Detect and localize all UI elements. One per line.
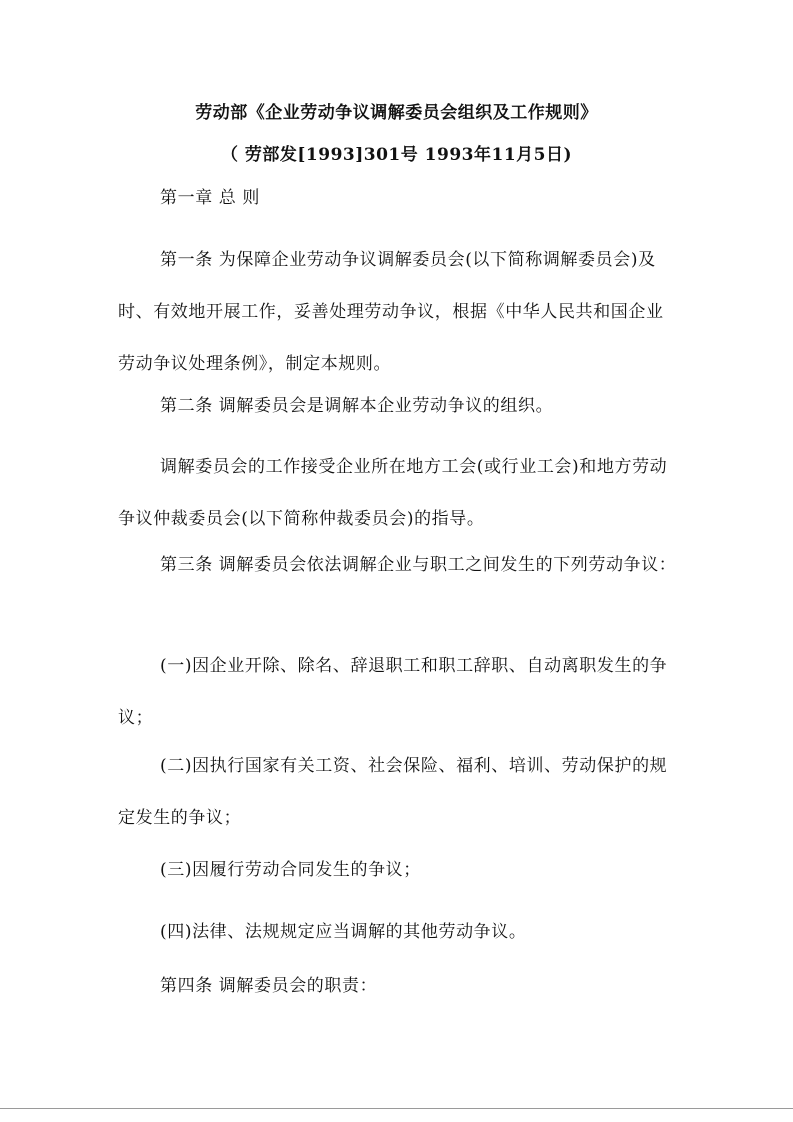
article-2-para-2: 调解委员会的工作接受企业所在地方工会(或行业工会)和地方劳动争议仲裁委员会(以下简称仲裁委员会)的指导。	[118, 457, 668, 529]
article-3-item-2: (二)因执行国家有关工资、社会保险、福利、培训、劳动保护的规定发生的争议；	[118, 756, 668, 828]
article-3-item-3: (三)因履行劳动合同发生的争议；	[160, 860, 421, 880]
article-2: 第二条 调解委员会是调解本企业劳动争议的组织。	[160, 396, 554, 416]
article-3-item-1: (一)因企业开除、除名、辞退职工和职工辞职、自动离职发生的争议；	[118, 656, 668, 728]
article-3: 第三条 调解委员会依法调解企业与职工之间发生的下列劳动争议：	[160, 555, 677, 575]
document-subtitle: （ 劳部发[1993]301号 1993年11月5日)	[220, 145, 573, 165]
page-bottom-rule	[0, 1108, 793, 1109]
article-4: 第四条 调解委员会的职责：	[160, 976, 378, 996]
document-title: 劳动部《企业劳动争议调解委员会组织及工作规则》	[195, 103, 598, 123]
chapter-heading: 第一章 总 则	[160, 188, 261, 208]
article-1: 第一条 为保障企业劳动争议调解委员会(以下简称调解委员会)及时、有效地开展工作，妥善处理劳动争议，根据《中华人民共和国企业劳动争议处理条例》，制定本规则。	[118, 250, 664, 374]
article-3-item-4: (四)法律、法规规定应当调解的其他劳动争议。	[160, 922, 527, 942]
